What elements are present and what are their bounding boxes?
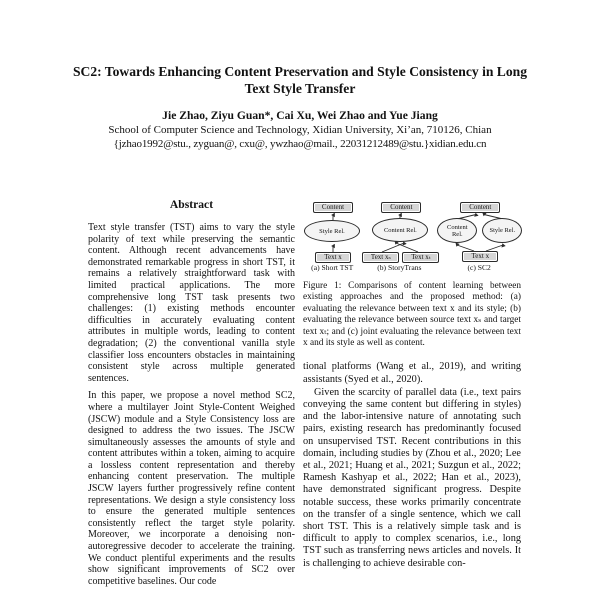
diagram-short-tst	[303, 202, 361, 272]
figure-1-caption: Figure 1: Comparisons of content learning between existing approaches and the proposed method: (a) evaluating the relevance between text x and its style; (b) evaluating the relevance between source text xₛ and target text xₜ; and (c) joint evaluating the relevance between text x and its style as well as content.	[303, 281, 521, 349]
email-line: {jzhao1992@stu., zyguan@, cxu@, ywzhao@mail., 22031212489@stu.}xidian.edu.cn	[113, 138, 487, 150]
diagram-c-caption: (c) SC2	[467, 263, 491, 272]
diagram-storytrans	[361, 202, 437, 272]
abstract-heading: Abstract	[169, 198, 214, 211]
right-column	[303, 195, 521, 570]
node-text-source-b: Text xₛ	[362, 252, 399, 263]
diagram-sc2	[437, 202, 521, 272]
node-content-b: Content	[381, 202, 421, 213]
affiliation-line: School of Computer Science and Technology, Xidian University, Xi’an, 710126, Chian	[108, 124, 492, 136]
paper-title: SC2: Towards Enhancing Content Preservation and Style Consistency in Long Text Style Transfer	[72, 64, 528, 96]
node-style-rel-a: Style Rel.	[304, 220, 360, 242]
abstract-paragraph-1: Text style transfer (TST) aims to vary the style polarity of text while preserving the semantic content. Although recent advancements have demonstrated remarkable progress in short TST, it remains a relatively straightforward task with limited practical applications. The more comprehensive long TST task presents two challenges: (1) existing methods encounter difficulties in accurately evaluating content attributes in multiple words, leading to content degradation; (2) the conventional vanilla style classifier loss encounters obstacles in maintaining consistent style across multiple generated sentences.	[88, 222, 295, 384]
diagram-a-caption: (a) Short TST	[311, 263, 354, 272]
figure-1	[303, 202, 521, 349]
node-content-c: Content	[460, 202, 500, 213]
figure-1-diagrams	[303, 202, 521, 272]
diagram-b-caption: (b) StoryTrans	[377, 263, 422, 272]
author-line: Jie Zhao, Ziyu Guan*, Cai Xu, Wei Zhao and Yue Jiang	[162, 109, 438, 122]
node-content-rel-c: Content Rel.	[437, 218, 477, 243]
node-content-a: Content	[313, 202, 353, 213]
body-paragraph-intro: Given the scarcity of parallel data (i.e., text pairs conveying the same content but differing in styles) and the labor-intensive nature of annotating such pairs, existing research has predominantly focused on unsupervised TST. Recent contributions in this domain, including studies by (Zhou et al., 2020; Lee et al., 2021; Huang et al., 2021; Suzgun et al., 2022; Ramesh Kashyap et al., 2022; Han et al., 2023), have demonstrated significant progress. Despite notable success, these works primarily concentrate on the transfer of a single sentence, which we call short TST. This is a relatively simple task and is difficult to apply to complex scenarios, i.e., long TST such as transferring news articles and novels. It is challenging to achieve desirable con-	[303, 386, 521, 569]
body-paragraph-continuation: tional platforms (Wang et al., 2019), and writing assistants (Syed et al., 2020).	[303, 361, 521, 385]
node-text-c: Text x	[462, 251, 498, 262]
paper-header	[0, 64, 600, 151]
node-style-rel-c: Style Rel.	[482, 218, 522, 243]
node-text-a: Text x	[315, 252, 351, 263]
left-column	[88, 196, 295, 593]
node-text-target-b: Text xₜ	[402, 252, 439, 263]
node-content-rel-b: Content Rel.	[372, 218, 428, 242]
abstract-paragraph-2: In this paper, we propose a novel method SC2, where a multilayer Joint Style-Content Weighed (JSCW) module and a Style Consistency loss are designed to address the two issues. The JSCW simultaneously assesses the amounts of style and content attributes within a token, aiming to acquire a lossless content representation and thereby enhancing content preservation. The multiple JSCW layers further progressively refine content representations. We design a style consistency loss to ensure the generated multiple sentences consistently reflect the target style polarity. Moreover, we incorporate a denoising non-autoregressive decoder to accelerate the training. We conduct plentiful experiments and the results show significant improvements of SC2 over competitive baselines. Our code	[88, 390, 295, 587]
